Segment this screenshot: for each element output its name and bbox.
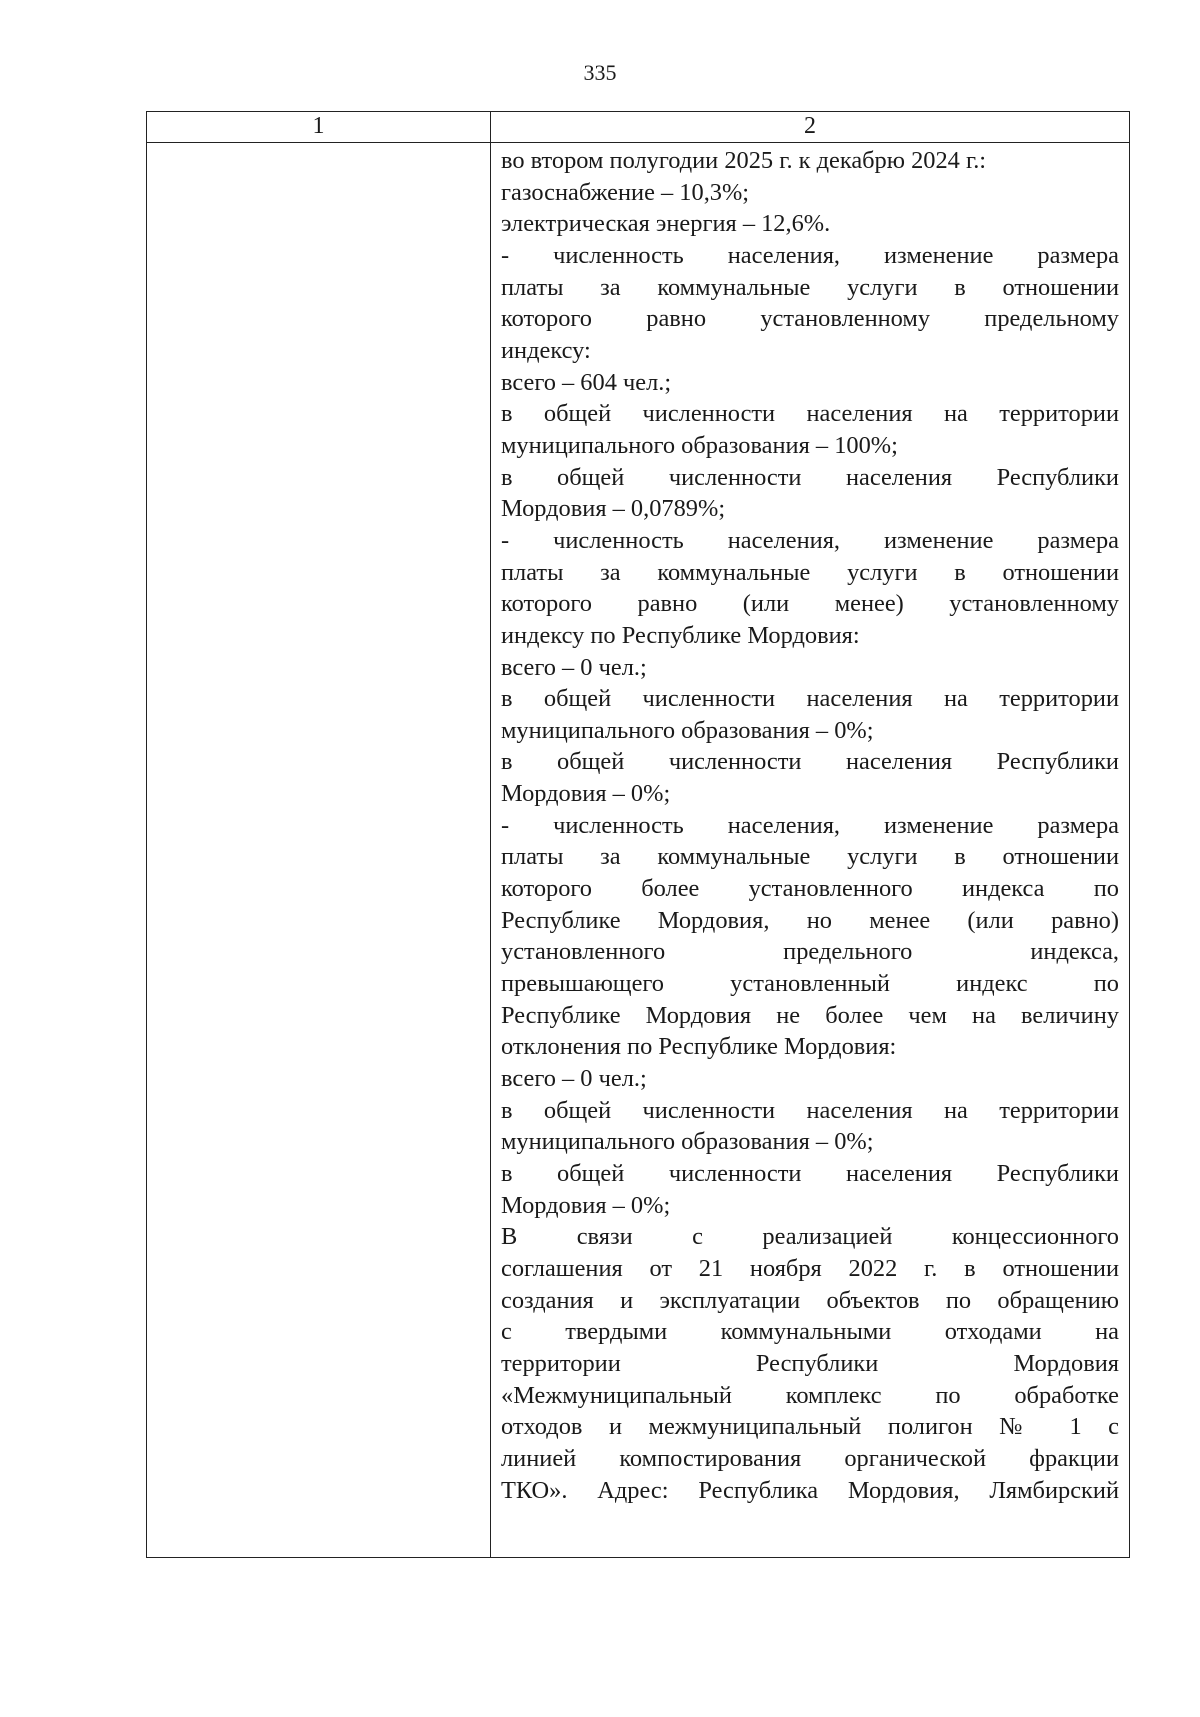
text-line: - численность населения, изменение размера: [501, 526, 1119, 554]
text-line: в общей численности населения Республики: [501, 1160, 1119, 1187]
text-line: с твердыми коммунальными отходами на: [501, 1318, 1119, 1346]
text-line: - численность населения, изменение размера: [501, 811, 1119, 839]
column2-cell: [491, 143, 1130, 1558]
text-line: Республике Мордовия не более чем на величину: [501, 1001, 1119, 1029]
text-line: Мордовия – 0,0789%;: [501, 495, 726, 523]
text-line: Мордовия – 0%;: [501, 780, 671, 808]
text-line: индексу по Республике Мордовия:: [501, 621, 860, 649]
text-line: платы за коммунальные услуги в отношении: [501, 843, 1119, 871]
column-header-2: 2: [491, 112, 1130, 143]
text-line: линией компостирования органической фракции: [501, 1444, 1119, 1472]
text-line: ТКО». Адрес: Республика Мордовия, Лямбирский: [501, 1476, 1119, 1504]
text-line: муниципального образования – 100%;: [501, 431, 898, 459]
page-number: 335: [583, 60, 617, 85]
text-line: в общей численности населения на территории: [501, 400, 1119, 428]
text-line: всего – 0 чел.;: [501, 653, 647, 681]
table-header-row: [147, 112, 1130, 143]
text-line: индексу:: [501, 336, 591, 364]
text-line: всего – 0 чел.;: [501, 1065, 647, 1093]
text-line: во втором полугодии 2025 г. к декабрю 2024 г.:: [501, 147, 987, 174]
table-row: [147, 143, 1130, 1558]
text-line: территории Республики Мордовия: [501, 1349, 1119, 1377]
text-line: всего – 604 чел.;: [501, 368, 672, 396]
text-line: которого равно (или менее) установленному: [501, 590, 1119, 618]
text-line: превышающего установленный индекс по: [501, 970, 1119, 998]
text-line: В связи с реализацией концессионного: [501, 1223, 1119, 1251]
text-line: отклонения по Республике Мордовия:: [501, 1033, 897, 1061]
text-line: в общей численности населения на территории: [501, 685, 1119, 713]
text-line: муниципального образования – 0%;: [501, 1128, 874, 1156]
text-line: которого равно установленному предельному: [501, 305, 1119, 333]
text-line: установленного предельного индекса,: [501, 938, 1119, 966]
text-line: соглашения от 21 ноября 2022 г. в отношении: [501, 1254, 1119, 1282]
text-line: Мордовия – 0%;: [501, 1191, 671, 1219]
text-line: «Межмуниципальный комплекс по обработке: [501, 1381, 1119, 1409]
text-line: платы за коммунальные услуги в отношении: [501, 273, 1119, 301]
text-line: платы за коммунальные услуги в отношении: [501, 558, 1119, 586]
text-line: в общей численности населения Республики: [501, 463, 1119, 491]
column1-cell: [147, 143, 491, 1558]
text-line: в общей численности населения Республики: [501, 748, 1119, 776]
text-line: которого более установленного индекса по: [501, 875, 1119, 903]
column-header-1: 1: [147, 112, 491, 143]
text-line: газоснабжение – 10,3%;: [501, 178, 750, 206]
text-line: электрическая энергия – 12,6%.: [501, 210, 831, 238]
text-line: в общей численности населения на территории: [501, 1096, 1119, 1124]
document-table: [146, 111, 1130, 1558]
text-line: Республике Мордовия, но менее (или равно): [501, 906, 1119, 934]
text-line: муниципального образования – 0%;: [501, 716, 874, 744]
column2-text: [491, 143, 1129, 1506]
text-line: создания и эксплуатации объектов по обращению: [501, 1286, 1119, 1314]
text-line: - численность населения, изменение размера: [501, 241, 1119, 269]
text-line: отходов и межмуниципальный полигон № 1 с: [501, 1413, 1119, 1441]
